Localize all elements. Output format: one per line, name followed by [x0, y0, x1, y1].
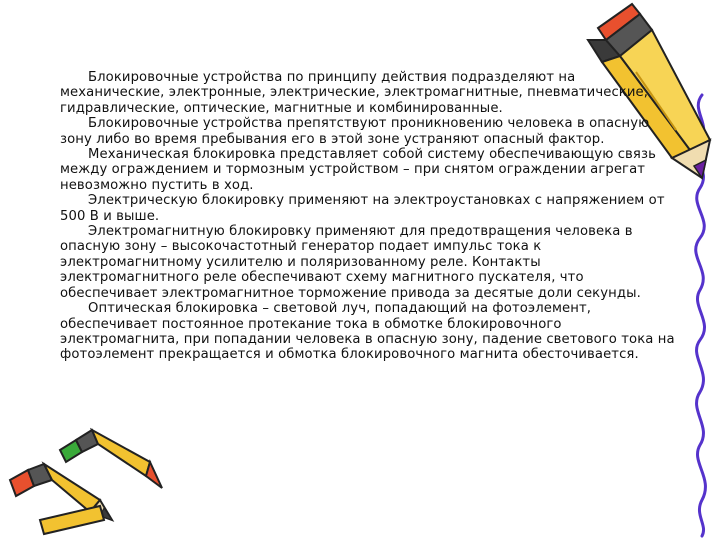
- paragraph-electromagnetic: Электромагнитную блокировку применяют для предотвращения человека в опасную зону – высокочастотный генератор подает импульс тока к электромагнитному усилителю и поляризованному реле. Контакты электромагнитного реле обеспечивают схему магнитного пускателя, что обеспечивает электромагнитное торможение привода за десятые доли секунды.: [60, 224, 641, 301]
- pencils-icon: [10, 430, 162, 534]
- paragraph-electrical: Электрическую блокировку применяют на электроустановках с напряжением от 500 В и выше.: [60, 193, 665, 224]
- paragraph-optical: Оптическая блокировка – световой луч, попадающий на фотоэлемент, обеспечивает постоянное протекание тока в обмотке блокировочного электромагнита, при попадании человека в опасную зону, падение светового тока на фотоэлемент прекращается и обмотка блокировочного магнита обесточивается.: [60, 301, 675, 363]
- paragraph-classification: Блокировочные устройства по принципу действия подразделяют на механические, электронные, электрические, электромагнитные, пневматические, гидравлические, оптические, магнитные и комбинированные.: [60, 70, 649, 116]
- paragraph-purpose: Блокировочные устройства препятствуют проникновению человека в опасную зону либо во время пребывания его в этой зоне устраняют опасный фактор.: [60, 116, 650, 147]
- body-text: [60, 70, 680, 363]
- paragraph-mechanical: Механическая блокировка представляет собой систему обеспечивающую связь между ограждением и тормозным устройством – при снятом ограждении агрегат невозможно пустить в ход.: [60, 147, 656, 193]
